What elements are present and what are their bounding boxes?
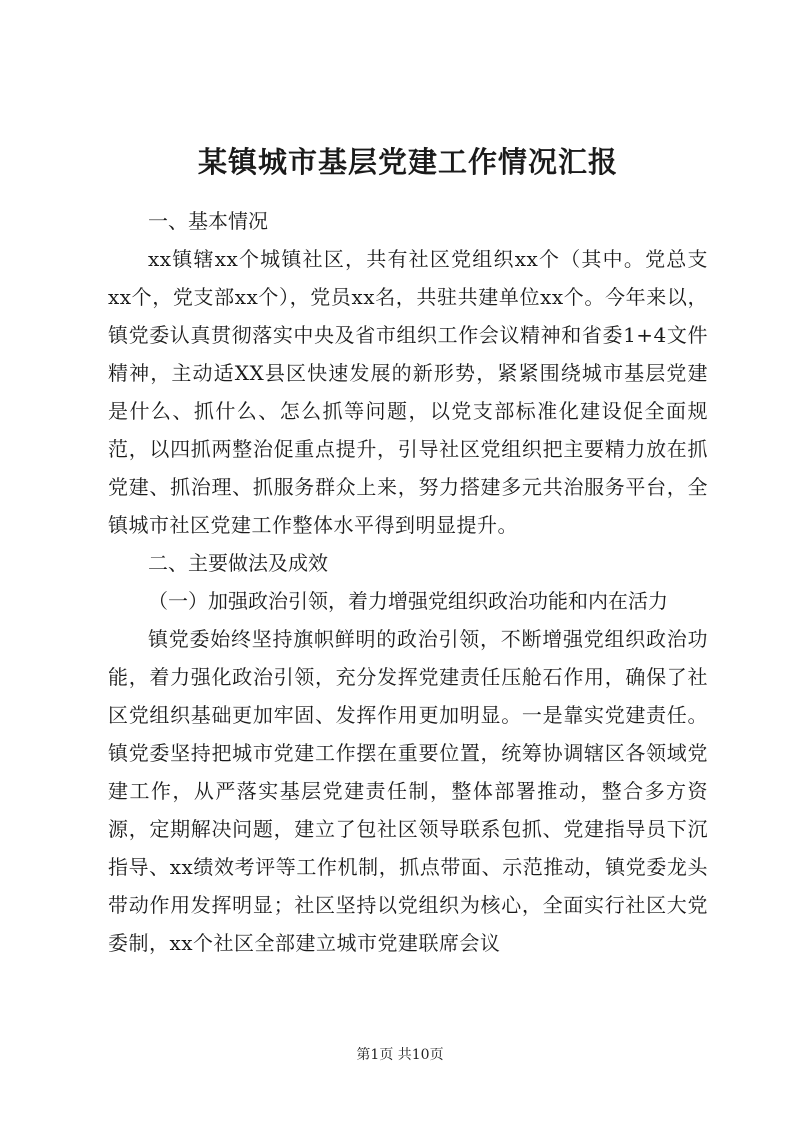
section-heading-basic-situation: 一、基本情况: [148, 209, 268, 233]
paragraph-basic-situation: xx镇辖xx个城镇社区，共有社区党组织xx个（其中。党总支xx个，党支部xx个），党员xx名，共驻共建单位xx个。今年来以，镇党委认真贯彻落实中央及省市组织工作会议精神和省委1+4文件精神，主动适XX县区快速发展的新形势，紧紧围绕城市基层党建是什么、抓什么、怎么抓等问题，以党支部标准化建设促全面规范，以四抓两整治促重点提升，引导社区党组织把主要精力放在抓党建、抓治理、抓服务群众上来，努力搭建多元共治服务平台，全镇城市社区党建工作整体水平得到明显提升。: [108, 247, 708, 537]
section-heading-main-practices: 二、主要做法及成效: [148, 551, 328, 575]
document-title: 某镇城市基层党建工作情况汇报: [197, 145, 618, 179]
page-number-footer: 第1页 共10页: [356, 1047, 444, 1063]
paragraph-political-guidance: 镇党委始终坚持旗帜鲜明的政治引领，不断增强党组织政治功能，着力强化政治引领，充分发挥党建责任压舱石作用，确保了社区党组织基础更加牢固、发挥作用更加明显。一是靠实党建责任。镇党委坚持把城市党建工作摆在重要位置，统筹协调辖区各领域党建工作，从严落实基层党建责任制，整体部署推动，整合多方资源，定期解决问题，建立了包社区领导联系包抓、党建指导员下沉指导、xx绩效考评等工作机制，抓点带面、示范推动，镇党委龙头带动作用发挥明显；社区坚持以党组织为核心，全面实行社区大党委制，xx个社区全部建立城市党建联席会议: [108, 627, 708, 955]
subsection-heading-political-guidance: （一）加强政治引领，着力增强党组织政治功能和内在活力: [148, 589, 668, 613]
document-page: [108, 140, 708, 962]
